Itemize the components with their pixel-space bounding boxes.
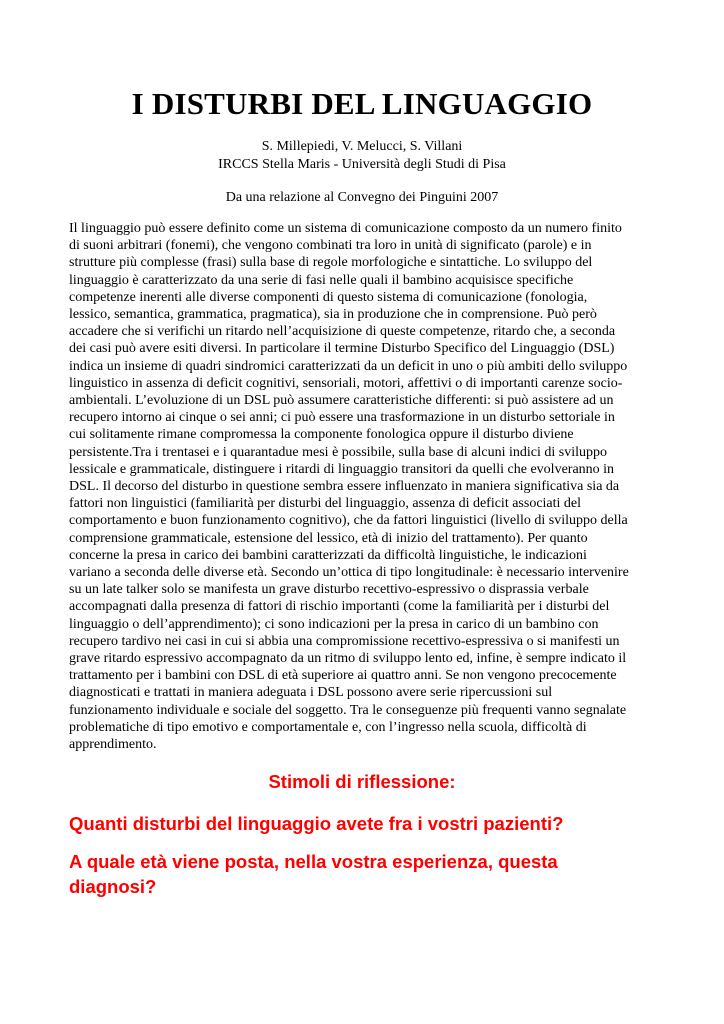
body-line: persistente.Tra i trentasei e i quarantadue mesi è possibile, sulla base di alcuni indici di sviluppo	[69, 444, 607, 460]
body-line: ambientali. L’evoluzione di un DSL può assumere caratteristiche differenti: si può assistere ad un	[69, 393, 614, 409]
body-line: strutture più complesse (frasi) sulla base di regole morfologiche e sintattiche. Lo sviluppo del	[69, 255, 593, 271]
body-line: comprensione grammaticale, estensione del lessico, età di inizio del trattamento). Per quanto	[69, 530, 588, 546]
body-line: fattori non linguistici (familiarità per disturbi del linguaggio, assenza di deficit associati del	[69, 496, 582, 512]
body-line: recupero intorno ai cinque o sei anni; ci può essere una trasformazione in un disturbo settoriale in	[69, 410, 615, 426]
body-line: Il linguaggio può essere definito come un sistema di comunicazione composto da un numero finito	[69, 221, 622, 236]
reflection-question-2	[69, 849, 669, 899]
body-line: lessicale e grammaticale, distinguere i ritardi di linguaggio transitori da quelli che evolveranno in	[69, 461, 615, 477]
body-line: apprendimento.	[69, 737, 157, 753]
body-line: accadere che si verifichi un ritardo nell’acquisizione di queste competenze, ritardo che, a seconda	[69, 324, 616, 340]
body-line: linguaggio è caratterizzato da una serie di fasi nelle quali il bambino acquisisce specifiche	[69, 272, 574, 288]
body-line: cui solitamente rimane compromessa la componente fonologica oppure il disturbo diviene	[69, 427, 574, 443]
body-line: indica un insieme di quadri sindromici caratterizzati da un deficit in uno o più ambiti dello sviluppo	[69, 358, 628, 374]
document-source-note: Da una relazione al Convegno dei Pinguini 2007	[225, 190, 499, 205]
body-line: accompagnati dalla presenza di fattori di rischio importanti (come la familiarità per i disturbi del	[69, 599, 610, 615]
body-line: dei casi può avere esiti diversi. In particolare il termine Disturbo Specifico del Linguaggio (DSL)	[69, 341, 615, 357]
body-line: trattamento per i bambini con DSL di età superiore ai quattro anni. Se non vengono precocemente	[69, 668, 617, 684]
body-line: di suoni arbitrari (fonemi), che vengono combinati tra loro in unità di significato (parole) e in	[69, 238, 592, 254]
body-line: linguaggio o dell’apprendimento); ci sono indicazioni per la presa in carico di un bambino con	[69, 616, 599, 632]
body-line: grave ritardo espressivo accompagnato da un ritmo di sviluppo lento ed, infine, è sempre indicato il	[69, 651, 627, 667]
reflection-heading: Stimoli di riflessione:	[268, 771, 456, 792]
body-line: diagnosticati e trattati in maniera adeguata i DSL possono avere serie ripercussioni sul	[69, 685, 553, 701]
body-line: variano a seconda delle diverse età. Secondo un’ottica di tipo longitudinale: è necessario intervenire	[69, 565, 629, 581]
body-line: funzionamento individuale e sociale del soggetto. Tra le conseguenze più frequenti vanno segnalate	[69, 702, 627, 718]
body-line: comportamento e buon funzionamento cognitivo), che da fattori linguistici (livello di sviluppo della	[69, 513, 628, 529]
body-line: su un late talker solo se manifesta un grave disturbo recettivo-espressivo o disprassia verbale	[69, 582, 589, 598]
body-line: DSL. Il decorso del disturbo in questione sembra essere influenzato in maniera significativa sia da	[69, 479, 620, 495]
body-line: competenze inerenti alle diverse componenti di questo sistema di comunicazione (fonologia,	[69, 289, 588, 305]
body-paragraph	[69, 220, 659, 753]
reflection-question-2-line: diagnosi?	[69, 876, 157, 897]
body-line: concerne la presa in carico dei bambini caratterizzati da difficoltà linguistiche, le indicazioni	[69, 547, 587, 563]
reflection-question-2-line: A quale età viene posta, nella vostra esperienza, questa	[69, 851, 558, 872]
body-line: recupero tardivo nei casi in cui si abbia una compromissione recettivo-espressiva o si manifesti un	[69, 633, 620, 649]
reflection-question-1: Quanti disturbi del linguaggio avete fra i vostri pazienti?	[69, 813, 564, 834]
document-affiliation: IRCCS Stella Maris - Università degli Studi di Pisa	[218, 157, 506, 172]
body-line: problematiche di tipo emotivo e comportamentale e, con l’ingresso nella scuola, difficoltà di	[69, 719, 587, 735]
document-title: I DISTURBI DEL LINGUAGGIO	[131, 86, 593, 121]
body-line: linguistico in assenza di deficit cognitivi, sensoriali, motori, affettivi o di importanti carenze socio-	[69, 375, 623, 391]
document-authors: S. Millepiedi, V. Melucci, S. Villani	[261, 139, 463, 154]
body-line: lessico, semantica, grammatica, pragmatica), sia in produzione che in comprensione. Può però	[69, 307, 597, 323]
